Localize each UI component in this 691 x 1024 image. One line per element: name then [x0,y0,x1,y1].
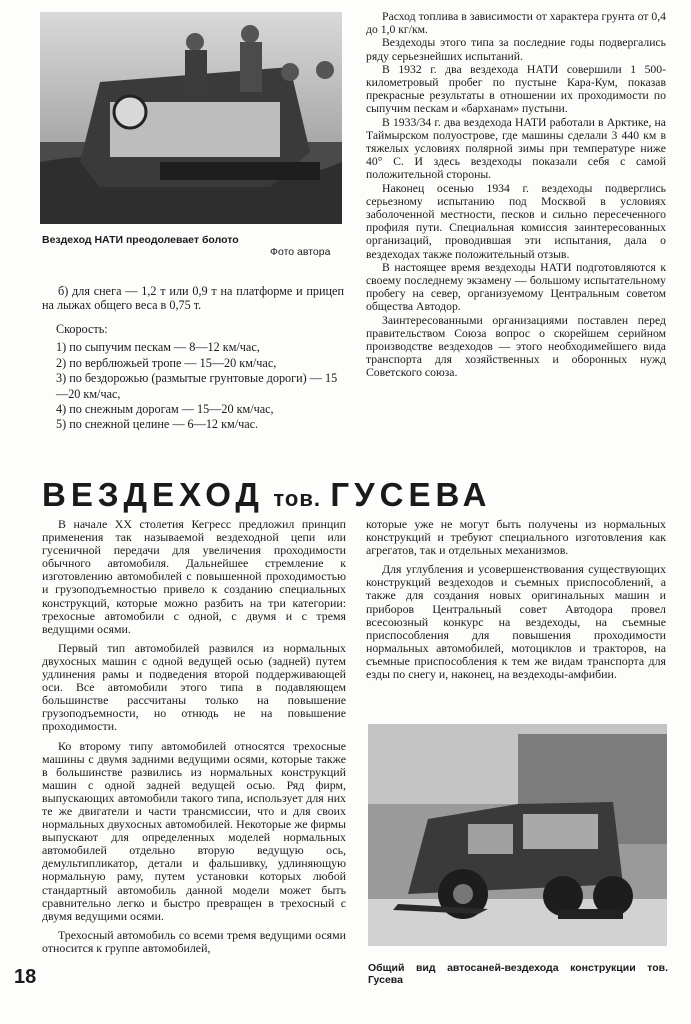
paragraph: В настоящее время вездеходы НАТИ подготовляются к своему последнему экзамену — большому испытательному пробегу на север, организуемому Центральным советом общества Автодор. [366,260,666,314]
gusev-vehicle-photo [368,724,667,946]
paragraph: которые уже не могут быть получены из нормальных конструкций и требуют специального изготовления как агрегатов, так и отдельных механизмов. [366,517,666,558]
gusev-photo-caption: Общий вид автосаней-вездехода конструкции тов. Гусева [368,962,668,986]
swamp-photo-image [40,12,342,224]
paragraph: В начале XX столетия Кегресс предложил принцип применения так называемой вездеходной цепи или гусеничной передачи для увеличения проходимости обычного автомобиля. Дальнейшее стремление к изготовлению автомобилей с повышенной проходимостью и грузоподъемностью привело к созданию специальных конструкций, которые можно разбить на три категории: трехосные автомобили с одной, с двумя и с тремя ведущими осями. [42,517,346,636]
paragraph: Первый тип автомобилей развился из нормальных двухосных машин с одной ведущей осью (задней) путем удлинения рамы и подведения второй поддерживающей оси. Все автомобили этого типа в подавляющем большинстве рассчитаны только на повышение грузоподъемности, но отнюдь не на повышение проходимости. [42,640,346,734]
gusev-vehicle-image [368,724,667,946]
speed-item: 5) по снежной целине — 6—12 км/час. [56,417,259,432]
paragraph: Трехосный автомобиль со всеми тремя ведущими осями относится к группе автомобилей, [42,927,346,955]
paragraph: Для углубления и усовершенствования существующих конструкций вездеходов и съемных приспособлений, а также для создания новых оригинальных машин и приборов Центральный совет Автодора провел всесоюзный конкурс на вездеходы, на съемные приспособления для повышения проходимости нормальных автомобилей, мотоциклов и тракторов, на съемные приспособления к тем же видам транспорта для езды по снегу и, наконец, на вездеходы-амфибии. [366,562,666,682]
speed-item: 2) по верблюжьей тропе — 15—20 км/час, [56,355,277,370]
top-left-text [42,285,344,312]
speed-list [42,322,344,433]
paragraph: Расход топлива в зависимости от характера грунта от 0,4 до 1,0 кг/км. [366,10,666,37]
title-name: ГУСЕВА [330,476,492,513]
paragraph: Заинтересованными организациями поставлен перед правительством Союза вопрос о скорейшем серийном производстве вездеходов — этого необходимейшего вида транспорта для хозяйственных и оборонных нужд Советского союза. [366,313,666,380]
title-small: тов. [273,486,321,511]
article-right-column [366,518,666,681]
swamp-photo [40,12,342,224]
speed-item: 1) по сыпучим пескам — 8—12 км/час, [56,340,260,355]
paragraph: В 1933/34 г. два вездехода НАТИ работали в Арктике, на Таймырском полуострове, где машины сделали 3 440 км в тяжелых условиях полярной зимы при температуре ниже 40° С. И здесь вездеходы показали себя с самой положительной стороны. [366,115,666,182]
speed-item: 4) по снежным дорогам — 15—20 км/час, [56,402,274,417]
paragraph: Ко второму типу автомобилей относятся трехосные машины с двумя задними ведущими осями, которые также в большинстве развились из нормальных конструкций машин с одной задней ведущей осью. Ряд фирм, выпускающих автомобили такого типа, использует для них те же двигатели и части трансмиссии, что и для своих нормальных двухосных автомобилей. Некоторые же фирмы выпускают для определенных моделей нормальных автомобилей отдельно вторую ведущую ось, демультипликатор, детали и фальшивку, удлиняющую нормальную раму, путем установки которых любой стандартный автомобиль данной модели может быть сравнительно легко и быстро превращен в трехосный с двумя ведущими осями. [42,738,346,923]
swamp-photo-caption: Вездеход НАТИ преодолевает болото [42,234,239,246]
photo-credit: Фото автора [270,246,331,258]
top-right-text [366,10,666,380]
paragraph: В 1932 г. два вездехода НАТИ совершили 1 500-километровый пробег по пустыне Кара-Кум, показав прекрасные результаты в отношении их проходимости по сыпучим пескам и «барханам» пустыни. [366,62,666,116]
title-main: ВЕЗДЕХОД [42,476,264,513]
snow-capacity-text: б) для снега — 1,2 т или 0,9 т на платформе и прицеп на лыжах общего веса в 0,75 т. [42,284,344,312]
article-left-column [42,518,346,955]
paragraph: Вездеходы этого типа за последние годы подвергались ряду серьезнейших испытаний. [366,36,666,63]
speed-item: 3) по бездорожью (размытые грунтовые дороги) — 15—20 км/час, [56,371,338,401]
page-number: 18 [14,966,37,988]
paragraph: Наконец осенью 1934 г. вездеходы подверглись серьезному испытанию под Москвой в условиях заболоченной местности, песков и сильно пересеченного профиля пути. Специальная комиссия заинтересованных организаций, проводившая эти испытания, дала о вездеходах также положительный отзыв. [366,181,666,261]
speed-title: Скорость: [56,322,108,336]
article-title [42,476,642,514]
